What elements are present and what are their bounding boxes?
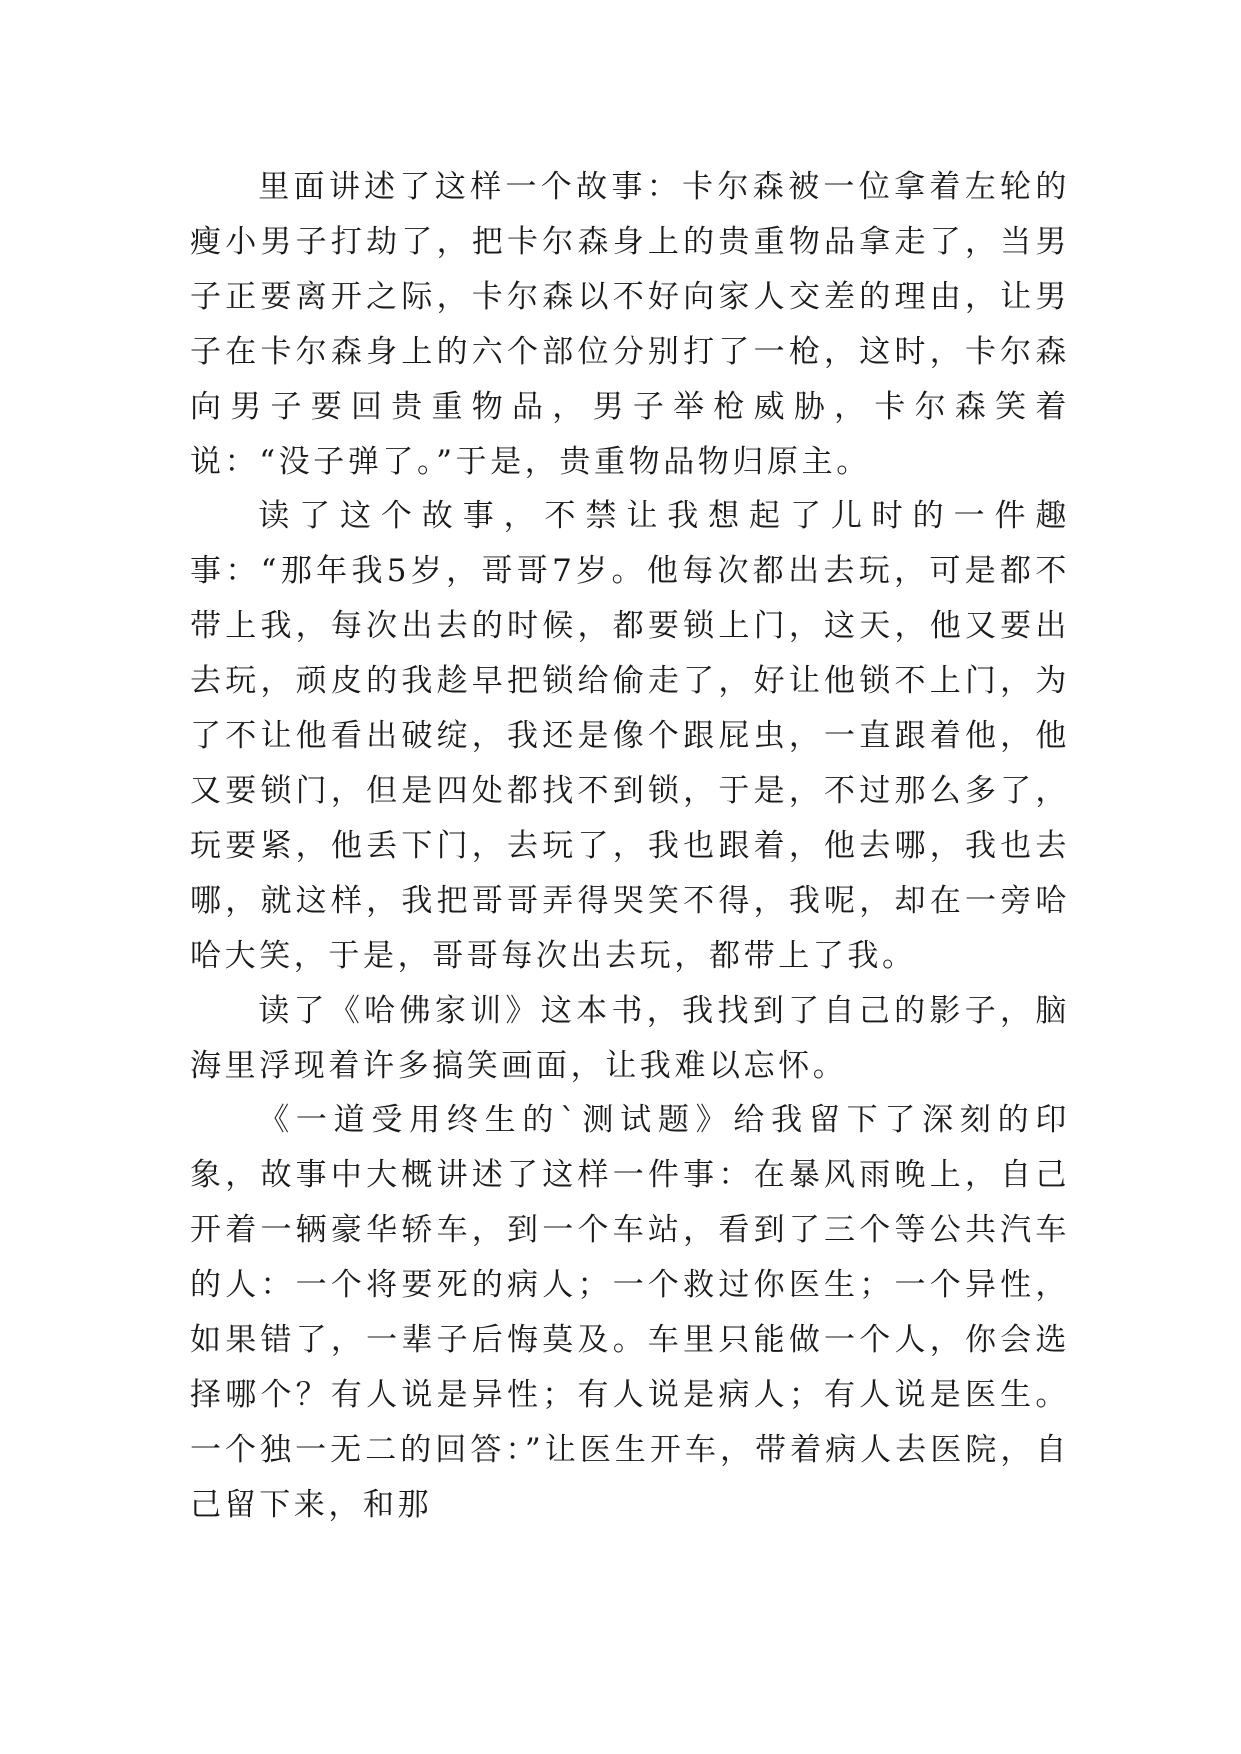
paragraph-story-carlson: 里面讲述了这样一个故事：卡尔森被一位拿着左轮的瘦小男子打劫了，把卡尔森身上的贵重物品拿走了，当男子正要离开之际，卡尔森以不好向家人交差的理由，让男子在卡尔森身上的六个部位分别打了一枪，这时，卡尔森向男子要回贵重物品，男子举枪威胁，卡尔森笑着说：“没子弹了。”于是，贵重物品物归原主。 — [190, 169, 1070, 480]
paragraph-harvard-reflection: 读了《哈佛家训》这本书，我找到了自己的影子，脑海里浮现着许多搞笑画面，让我难以忘怀。 — [190, 992, 1070, 1084]
paragraph-test-question: 《一道受用终生的`测试题》给我留下了深刻的印象，故事中大概讲述了这样一件事：在暴风雨晚上，自己开着一辆豪华轿车，到一个车站，看到了三个等公共汽车的人：一个将要死的病人；一个救过你医生；一个异性，如果错了，一辈子后悔莫及。车里只能做一个人，你会选择哪个？有人说是异性；有人说是病人；有人说是医生。一个独一无二的回答：”让医生开车，带着病人去医院，自己留下来，和那 — [190, 1102, 1070, 1523]
paragraph-childhood-memory: 读了这个故事，不禁让我想起了儿时的一件趣事：“那年我5岁，哥哥7岁。他每次都出去玩，可是都不带上我，每次出去的时候，都要锁上门，这天，他又要出去玩，顽皮的我趁早把锁给偷走了，好让他锁不上门，为了不让他看出破绽，我还是像个跟屁虫，一直跟着他，他又要锁门，但是四处都找不到锁，于是，不过那么多了，玩要紧，他丢下门，去玩了，我也跟着，他去哪，我也去哪，就这样，我把哥哥弄得哭笑不得，我呢，却在一旁哈哈大笑，于是，哥哥每次出去玩，都带上了我。 — [190, 498, 1070, 974]
body-text — [190, 160, 1070, 1533]
